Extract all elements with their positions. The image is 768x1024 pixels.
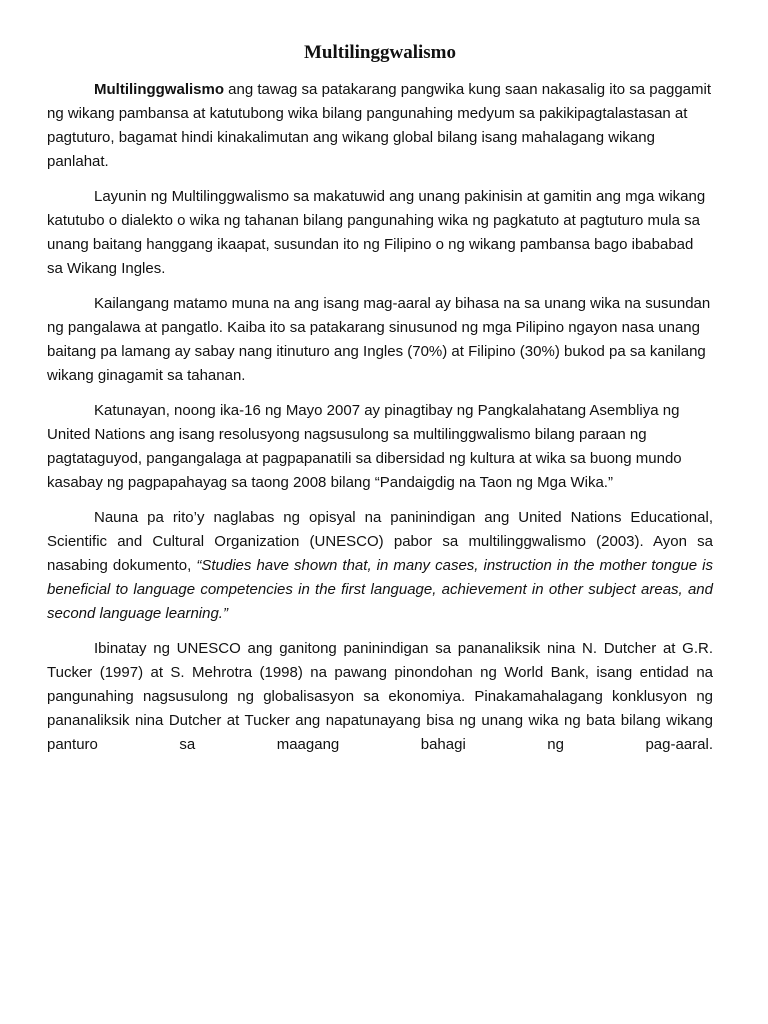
paragraph-4: Katunayan, noong ika-16 ng Mayo 2007 ay pinagtibay ng Pangkalahatang Asembliya ng United Nations ang isang resolusyong nagsusulong sa multilinggwalismo bilang paraan ng pagtataguyod, pangangalaga at pagpapanatili sa dibersidad ng kultura at wika sa buong mundo kasabay ng pagpapahayag sa taong 2008 bilang “Pandaigdig na Taon ng Mga Wika.” xyxy=(47,402,682,491)
document-page xyxy=(47,38,713,768)
paragraph-1-lead-term: Multilinggwalismo xyxy=(94,81,224,98)
paragraph-2: Layunin ng Multilinggwalismo sa makatuwid ang unang pakinisin at gamitin ang mga wikang katutubo o dialekto o wika ng tahanan bilang pangunahing wika ng pagkatuto at pagtuturo mula sa unang baitang hanggang ikaapat, susundan ito ng Filipino o ng wikang pambansa bago ibababad sa Wikang Ingles. xyxy=(47,188,706,277)
paragraph-5 xyxy=(47,506,713,626)
document-title: Multilinggwalismo xyxy=(303,42,456,63)
unesco-quote: “Studies have shown that, in many cases, instruction in the mother tongue is beneficial to language competencies in the first language, achievement in other subject areas, and second language learning.” xyxy=(47,557,714,622)
paragraph-1-text: ang tawag sa patakarang pangwika kung saan nakasalig ito sa paggamit ng wikang pambansa at katutubong wika bilang pangunahing medyum sa pakikipagtalastasan at pagtuturo, bagamat hindi kinakalimutan ang wikang global bilang isang mahalagang wikang panlahat. xyxy=(47,81,711,170)
paragraph-3: Kailangang matamo muna na ang isang mag-aaral ay bihasa na sa unang wika na susundan ng pangalawa at pangatlo. Kaiba ito sa patakarang sinusunod ng mga Pilipino ngayon nasa unang baitang pa lamang ay sabay nang itinuturo ang Ingles (70%) at Filipino (30%) bukod pa sa kanilang wikang ginagamit sa tahanan. xyxy=(47,295,711,384)
paragraph-1 xyxy=(47,78,713,174)
paragraph-6: Ibinatay ng UNESCO ang ganitong paninindigan sa pananaliksik nina N. Dutcher at G.R. Tucker (1997) at S. Mehrotra (1998) na pawang pinondohan ng World Bank, isang entidad na pangunahing nagsusulong ng globalisasyon sa ekonomiya. Pinakamahalagang konklusyon ng pananaliksik nina Dutcher at Tucker ang napatunayang bisa ng unang wika ng bata bilang wikang panturo sa maagang bahagi ng pag-aaral. xyxy=(47,640,713,753)
paragraph-5-text: Nauna pa rito’y naglabas ng opisyal na paninindigan ang United Nations Educational, Scientific and Cultural Organization (UNESCO) pabor sa multilinggwalismo (2003). Ayon sa nasabing dokumento, xyxy=(47,509,713,574)
